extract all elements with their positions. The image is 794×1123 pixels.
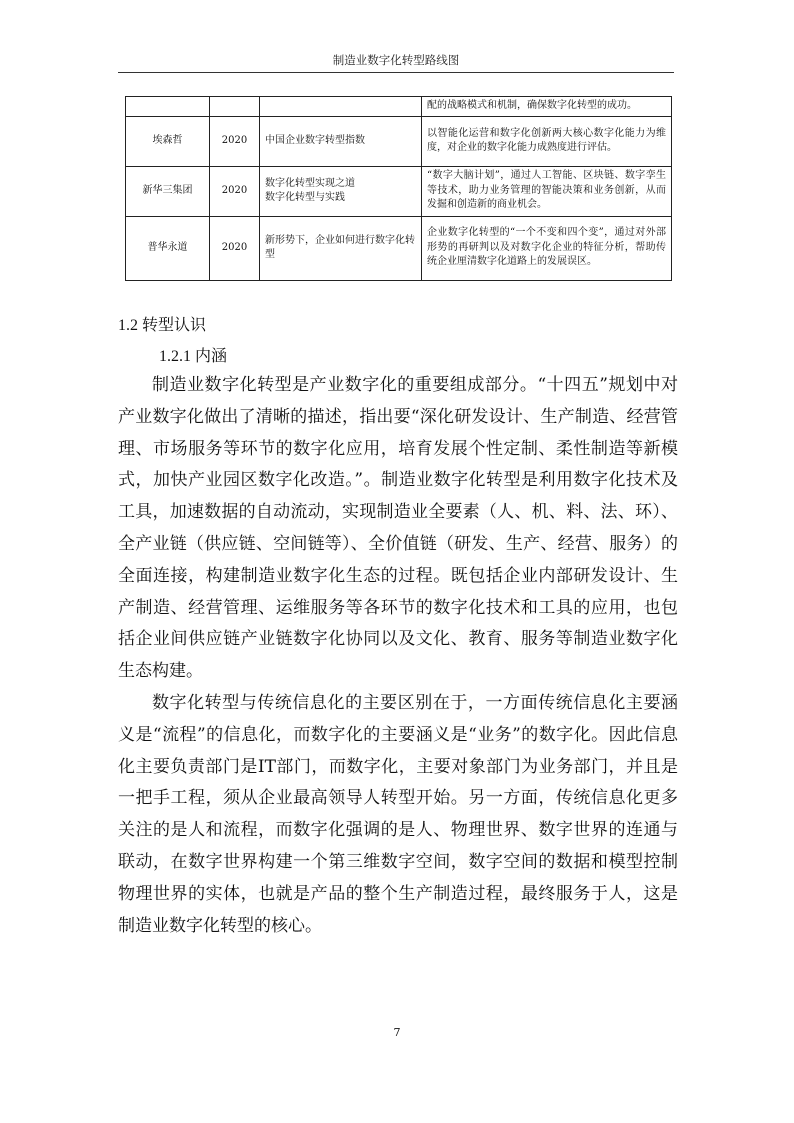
- header-divider: [118, 72, 674, 73]
- org-cell: [126, 97, 210, 117]
- title-cell: 数字化转型实现之道 数字化转型与实践: [260, 166, 422, 216]
- year-cell: 2020: [210, 166, 260, 216]
- org-cell: 埃森哲: [126, 116, 210, 166]
- desc-cell: “数字大脑计划”，通过人工智能、区块链、数字孪生等技术，助力业务管理的智能决策和业务创新，从而发掘和创造新的商业机会。: [422, 166, 672, 216]
- desc-cell: 配的战略模式和机制，确保数字化转型的成功。: [422, 97, 672, 117]
- subsection-heading: 1.2.1 内涵: [159, 348, 228, 365]
- desc-cell: 企业数字化转型的“一个不变和四个变”，通过对外部形势的再研判以及对数字化企业的特征分析，帮助传统企业厘清数字化道路上的发展误区。: [422, 216, 672, 280]
- running-header: 制造业数字化转型路线图: [332, 53, 460, 67]
- table-row: [126, 97, 672, 117]
- org-cell: 普华永道: [126, 216, 210, 280]
- table-row: [126, 116, 672, 166]
- year-cell: 2020: [210, 116, 260, 166]
- paragraph: 数字化转型与传统信息化的主要区别在于，一方面传统信息化主要涵义是“流程”的信息化，而数字化的主要涵义是“业务”的数字化。因此信息化主要负责部门是IT部门，而数字化，主要对象部门为业务部门，并且是一把手工程，须从企业最高领导人转型开始。另一方面，传统信息化更多关注的是人和流程，而数字化强调的是人、物理世界、数字世界的连通与联动，在数字世界构建一个第三维数字空间，数字空间的数据和模型控制物理世界的实体，也就是产品的整个生产制造过程，最终服务于人，这是制造业数字化转型的核心。: [118, 692, 678, 936]
- table-row: [126, 166, 672, 216]
- body-text: [118, 370, 678, 942]
- title-cell: 新形势下，企业如何进行数字化转型: [260, 216, 422, 280]
- org-cell: 新华三集团: [126, 166, 210, 216]
- title-cell: [260, 97, 422, 117]
- table-row: [126, 216, 672, 280]
- section-heading: 1.2 转型认识: [118, 317, 207, 334]
- year-cell: [210, 97, 260, 117]
- page-number: 7: [393, 1026, 401, 1039]
- title-cell: 中国企业数字转型指数: [260, 116, 422, 166]
- desc-cell: 以智能化运营和数字化创新两大核心数字化能力为维度，对企业的数字化能力成熟度进行评估。: [422, 116, 672, 166]
- year-cell: 2020: [210, 216, 260, 280]
- paragraph: 制造业数字化转型是产业数字化的重要组成部分。“十四五”规划中对产业数字化做出了清晰的描述，指出要“深化研发设计、生产制造、经营管理、市场服务等环节的数字化应用，培育发展个性定制、柔性制造等新模式，加快产业园区数字化改造。”。制造业数字化转型是利用数字化技术及工具，加速数据的自动流动，实现制造业全要素（人、机、料、法、环）、全产业链（供应链、空间链等）、全价值链（研发、生产、经营、服务）的全面连接，构建制造业数字化生态的过程。既包括企业内部研发设计、生产制造、经营管理、运维服务等各环节的数字化技术和工具的应用，也包括企业间供应链产业链数字化协同以及文化、教育、服务等制造业数字化生态构建。: [118, 375, 678, 682]
- reference-table: [125, 96, 672, 281]
